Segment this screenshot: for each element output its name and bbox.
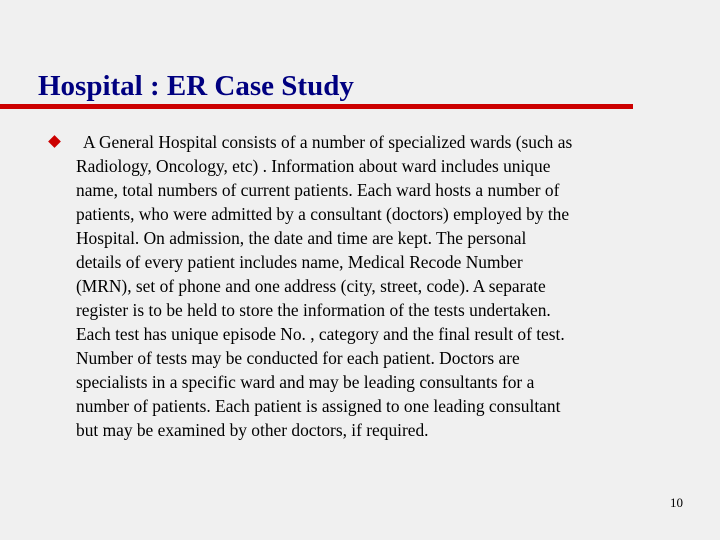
bullet-paragraph: A General Hospital consists of a number of specialized wards (such as Radiology, Oncology, etc) . Information about ward includes unique name, total numbers of current patients. Each ward hosts a number of patients, who were admitted by a consultant (doctors) employed by the Hospital. On admission, the date and time are kept. The personal details of every patient includes name, Medical Recode Number (MRN), set of phone and one address (city, street, code). A separate register is to be held to store the information of the tests undertaken. Each test has unique episode No. , category and the final result of test. Number of tests may be conducted for each patient. Doctors are specialists in a specific ward and may be leading consultants for a number of patients. Each patient is assigned to one leading consultant but may be examined by other doctors, if required. xyxy=(76,132,573,440)
diamond-bullet-icon xyxy=(48,135,61,148)
title-underline-rule xyxy=(0,104,633,109)
page-number: 10 xyxy=(670,495,683,510)
slide-title: Hospital : ER Case Study xyxy=(38,70,354,102)
